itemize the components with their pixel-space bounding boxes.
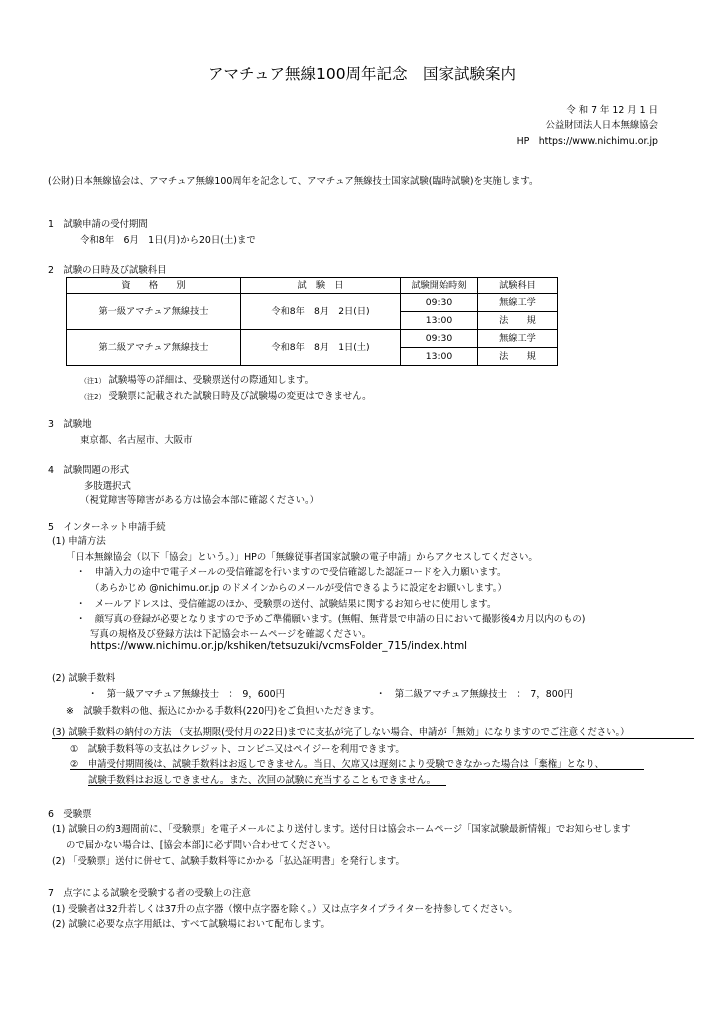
start-time-cell: 13:00 <box>401 348 478 366</box>
qualification-cell: 第二級アマチュア無線技士 <box>67 330 241 366</box>
note-1 <box>80 372 314 386</box>
table-row <box>67 330 558 348</box>
header-qualification: 資 格 別 <box>67 278 241 294</box>
note-1-text: 試験場等の詳細は、受験票送付の際通知します。 <box>108 375 314 386</box>
homepage-link[interactable]: HP https://www.nichimu.or.jp <box>516 136 658 147</box>
section-2-heading: 2 試験の日時及び試験科目 <box>48 265 167 276</box>
section-1-heading: 1 試験申請の受付期間 <box>48 219 148 230</box>
qualification-cell: 第一級アマチュア無線技士 <box>67 294 241 330</box>
exam-date-cell: 令和8年 8月 1日(土) <box>241 330 401 366</box>
header-exam-date: 試 験 日 <box>241 278 401 294</box>
sub-3-item-3: 試験手数料はお返しできません。また、次回の試験に充当することもできません。 <box>88 775 437 786</box>
sub-1-line-3: （あらかじめ @nichimu.or.jp のドメインからのメールが受信できるように設定をお願いします。） <box>90 583 507 594</box>
sub-3-item-2: ② 申請受付期間後は、試験手数料はお返しできません。当日、欠席又は遅刻により受験できなかった場合は「棄権」となり、 <box>70 759 604 770</box>
table-header-row <box>67 278 558 294</box>
subject-cell: 無線工学 <box>478 330 558 348</box>
subject-cell: 無線工学 <box>478 294 558 312</box>
section-4-line-2: （視覚障害等障害がある方は協会本部に確認ください。） <box>80 495 320 506</box>
section-4-heading: 4 試験問題の形式 <box>48 465 129 476</box>
underline-divider <box>52 738 694 739</box>
section-3-body: 東京都、名古屋市、大阪市 <box>80 435 193 446</box>
note-2 <box>80 388 372 402</box>
note-2-text: 受験票に記載された試験日時及び試験場の変更はできません。 <box>108 391 372 402</box>
issue-date: 令 和 7 年 12 月 1 日 <box>566 105 658 116</box>
start-time-cell: 09:30 <box>401 294 478 312</box>
fee-transfer-note: ※ 試験手数料の他、振込にかかる手数料(220円)をご負担いただきます。 <box>66 706 380 717</box>
page-title: アマチュア無線100周年記念 国家試験案内 <box>207 65 517 83</box>
sub-3-item-1: ① 試験手数料等の支払はクレジット、コンビニ又はペイジーを利用できます。 <box>70 744 405 755</box>
underline-divider <box>88 785 446 786</box>
section-4-line-1: 多肢選択式 <box>84 481 131 492</box>
section-1-body: 令和8年 6月 1日(月)から20日(土)まで <box>80 235 256 246</box>
sub-1-line-1: 「日本無線協会（以下「協会」という。）」HPの「無線従事者国家試験の電子申請」からアクセスしてください。 <box>66 552 538 563</box>
photo-spec-url-link[interactable]: https://www.nichimu.or.jp/kshiken/tetsuzuki/vcmsFolder_715/index.html <box>90 640 468 652</box>
sub-1-label: (1) 申請方法 <box>52 536 106 547</box>
sub-1-line-6: 写真の規格及び登録方法は下記協会ホームページを確認ください。 <box>90 629 372 640</box>
organization-name: 公益財団法人日本無線協会 <box>545 120 658 131</box>
table-row <box>67 294 558 312</box>
section-6-line-1: (1) 試験日の約3週間前に、「受験票」を電子メールにより送付します。送付日は協会ホームページ「国家試験最新情報」でお知らせします <box>52 824 631 835</box>
schedule-table <box>66 277 558 366</box>
section-7-line-2: (2) 試験に必要な点字用紙は、すべて試験場において配布します。 <box>52 919 330 930</box>
section-3-heading: 3 試験地 <box>48 419 92 430</box>
start-time-cell: 09:30 <box>401 330 478 348</box>
section-6-line-3: (2) 「受験票」送付に併せて、試験手数料等にかかる「払込証明書」を発行します。 <box>52 856 405 867</box>
exam-date-cell: 令和8年 8月 2日(日) <box>241 294 401 330</box>
section-5-heading: 5 インターネット申請手続 <box>48 522 166 533</box>
section-7-line-1: (1) 受験者は32升若しくは37升の点字器（懐中点字器を除く。）又は点字タイプライターを持参してください。 <box>52 904 518 915</box>
section-7-heading: 7 点字による試験を受験する者の受験上の注意 <box>48 888 251 899</box>
sub-1-line-5: ・ 顔写真の登録が必要となりますので予めご準備願います。(無帽、無背景で申請の日において撮影後4カ月以内のもの) <box>76 614 586 625</box>
underline-divider <box>70 769 644 770</box>
sub-3-label: (3) 試験手数料の納付の方法 <box>52 727 172 738</box>
sub-1-line-4: ・ メールアドレスは、受信確認のほか、受験票の送付、試験結果に関するお知らせに使用します。 <box>76 599 497 610</box>
section-6-heading: 6 受験票 <box>48 809 92 820</box>
subject-cell: 法 規 <box>478 348 558 366</box>
fee-second-class: ・ 第二級アマチュア無線技士 ： 7，800円 <box>376 689 574 700</box>
sub-3-label-line <box>52 724 630 738</box>
section-6-line-2: ので届かない場合は、[協会本部]に必ず問い合わせてください。 <box>66 840 336 851</box>
sub-1-line-2: ・ 申請入力の途中で電子メールの受信確認を行いますので受信確認した認証コードを入力願います。 <box>76 567 507 578</box>
start-time-cell: 13:00 <box>401 312 478 330</box>
sub-2-label: (2) 試験手数料 <box>52 673 116 684</box>
header-subject: 試験科目 <box>478 278 558 294</box>
note-2-mark: （注2） <box>80 393 106 401</box>
intro-text: (公財)日本無線協会は、アマチュア無線100周年を記念して、アマチュア無線技士国家試験(臨時試験)を実施します。 <box>48 176 539 187</box>
sub-3-payment-deadline-note: （支払期限(受付月の22日)までに支払が完了しない場合、申請が「無効」になりますのでご注意ください。） <box>174 727 630 738</box>
subject-cell: 法 規 <box>478 312 558 330</box>
fee-first-class: ・ 第一級アマチュア無線技士 ： 9，600円 <box>88 689 286 700</box>
header-start-time: 試験開始時刻 <box>401 278 478 294</box>
note-1-mark: （注1） <box>80 377 106 385</box>
